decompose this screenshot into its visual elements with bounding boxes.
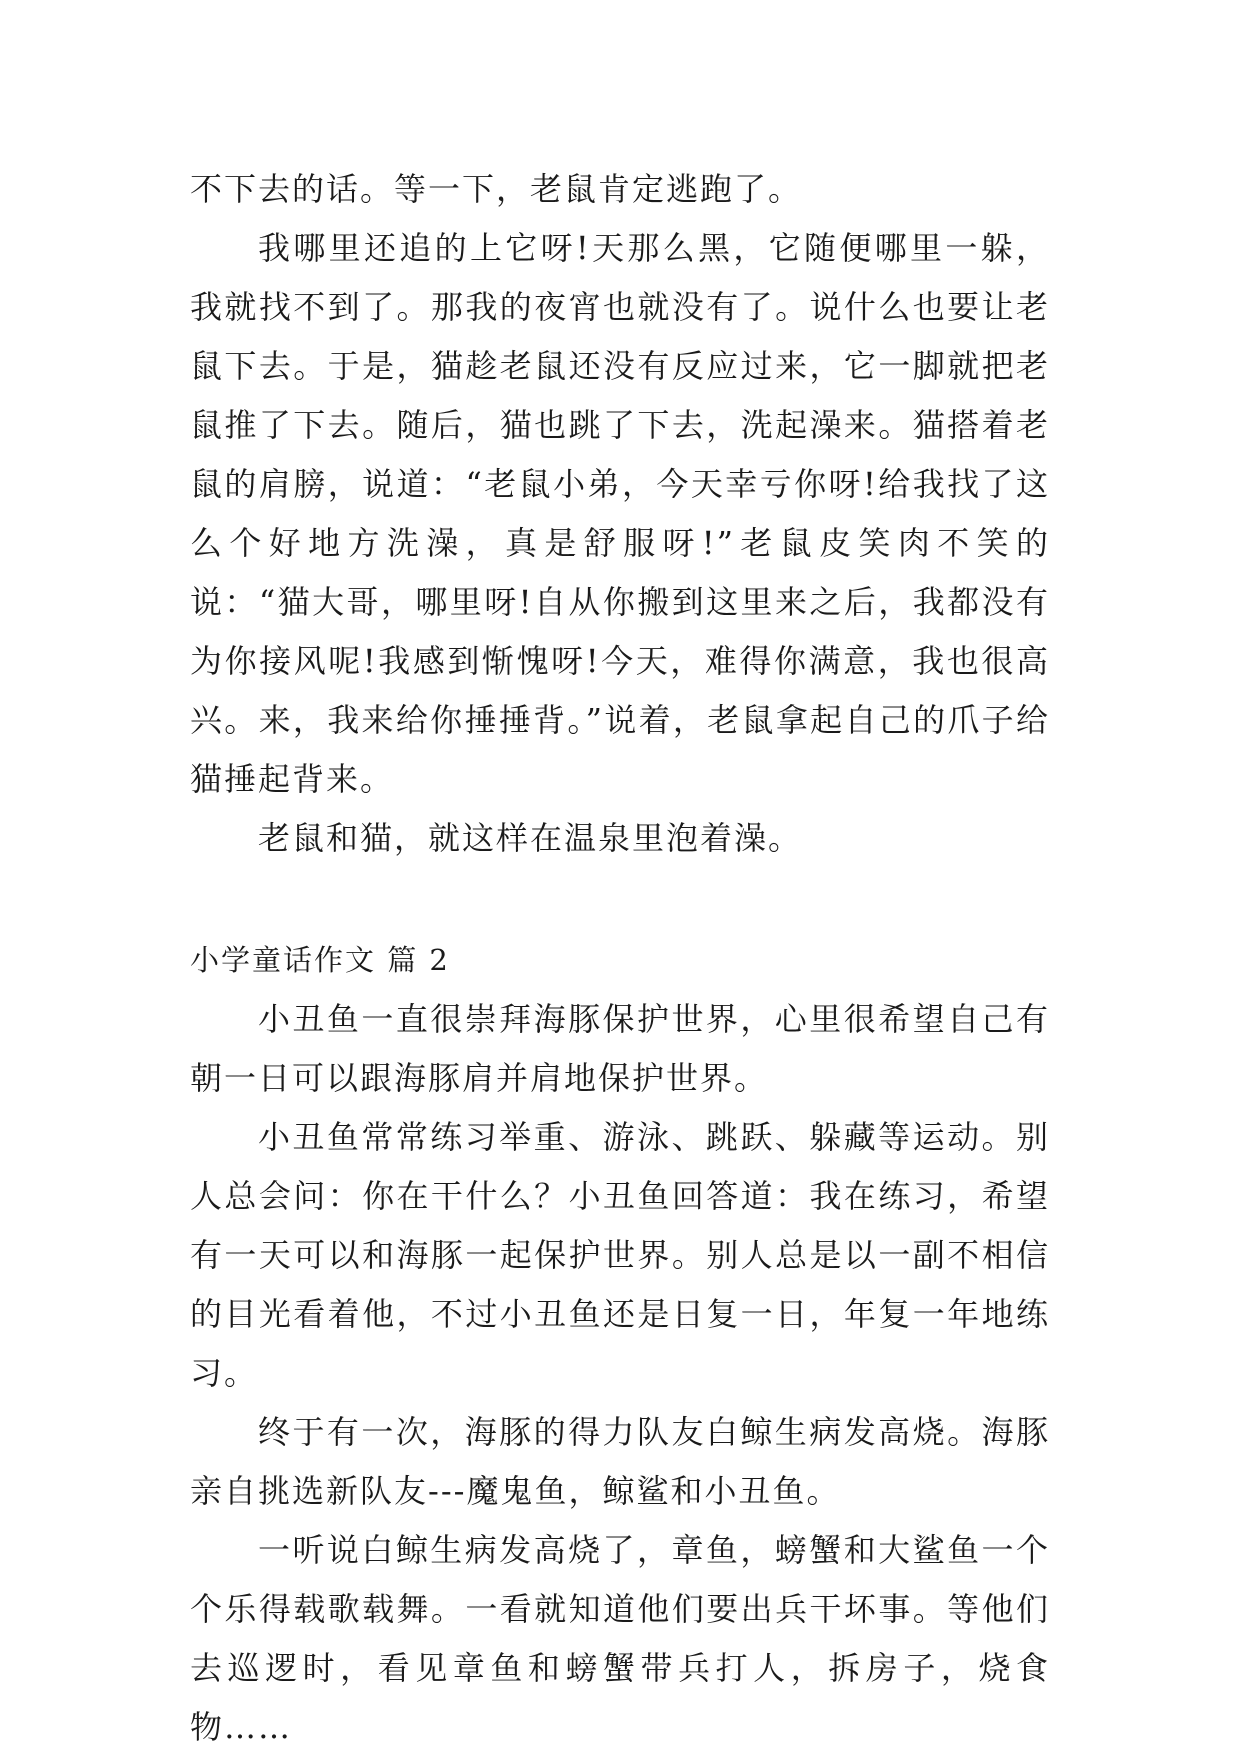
paragraph: 小丑鱼一直很崇拜海豚保护世界，心里很希望自己有朝一日可以跟海豚肩并肩地保护世界。 — [190, 1000, 1050, 1097]
paragraph: 一听说白鲸生病发高烧了，章鱼，螃蟹和大鲨鱼一个个乐得载歌载舞。一看就知道他们要出兵干坏事。等他们去巡逻时，看见章鱼和螃蟹带兵打人，拆房子，烧食物…… — [190, 1531, 1050, 1746]
section-heading: 小学童话作文 篇 2 — [190, 943, 450, 977]
paragraph: 终于有一次，海豚的得力队友白鲸生病发高烧。海豚亲自挑选新队友---魔鬼鱼，鲸鲨和小丑鱼。 — [190, 1413, 1050, 1510]
paragraph: 小丑鱼常常练习举重、游泳、跳跃、躲藏等运动。别人总会问：你在干什么？小丑鱼回答道：我在练习，希望有一天可以和海豚一起保护世界。别人总是以一副不相信的目光看着他，不过小丑鱼还是日复一日，年复一年地练习。 — [190, 1118, 1050, 1392]
paragraph: 老鼠和猫，就这样在温泉里泡着澡。 — [258, 819, 803, 857]
paragraph: 我哪里还追的上它呀!天那么黑，它随便哪里一躲，我就找不到了。那我的夜宵也就没有了。说什么也要让老鼠下去。于是，猫趁老鼠还没有反应过来，它一脚就把老鼠推了下去。随后，猫也跳了下去，洗起澡来。猫搭着老鼠的肩膀，说道：“老鼠小弟，今天幸亏你呀!给我找了这么个好地方洗澡，真是舒服呀!”老鼠皮笑肉不笑的说：“猫大哥，哪里呀!自从你搬到这里来之后，我都没有为你接风呢!我感到惭愧呀!今天，难得你满意，我也很高兴。来，我来给你捶捶背。”说着，老鼠拿起自己的爪子给猫捶起背来。 — [190, 229, 1050, 798]
paragraph: 不下去的话。等一下，老鼠肯定逃跑了。 — [190, 170, 803, 208]
document-body — [190, 160, 1050, 1757]
